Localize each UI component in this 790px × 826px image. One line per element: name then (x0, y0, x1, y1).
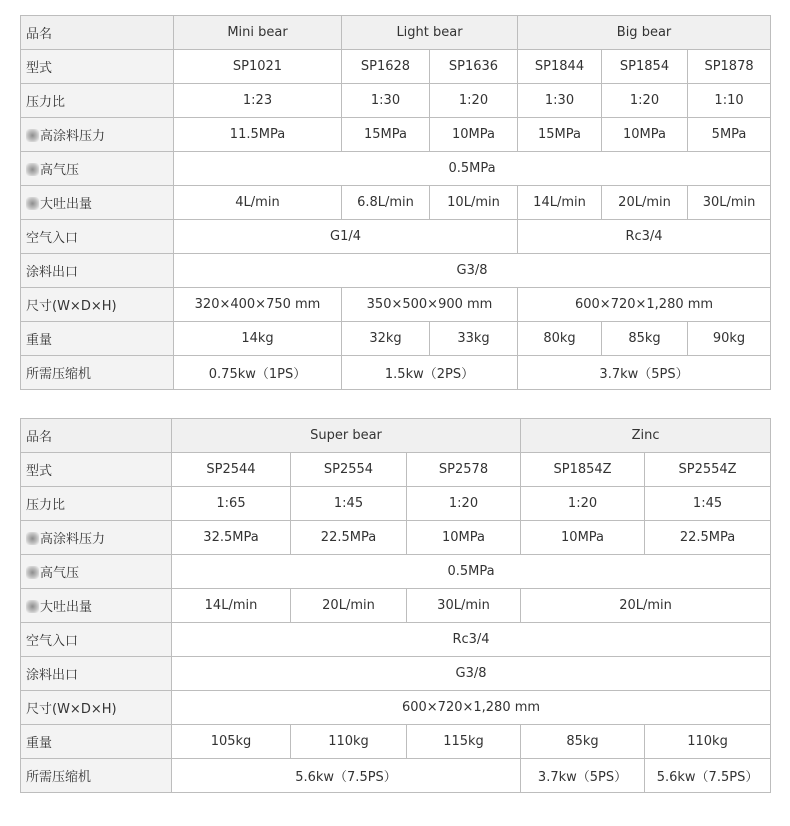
table-row (21, 50, 771, 84)
table-cell: 320×400×750 mm (174, 288, 342, 322)
table-cell: 1:20 (430, 84, 518, 118)
table-cell: SP1854Z (521, 453, 645, 487)
model-group-header: Zinc (521, 419, 771, 453)
table-cell: 350×500×900 mm (342, 288, 518, 322)
table-cell: 22.5MPa (291, 521, 407, 555)
row-label-text: 高气压 (40, 566, 80, 581)
row-label-text: 空气入口 (26, 231, 79, 246)
table-row (21, 419, 771, 453)
table-cell: Rc3/4 (518, 220, 771, 254)
blurred-glyph-icon (26, 129, 39, 142)
table-cell: 0.5MPa (172, 555, 771, 589)
table-cell: SP1844 (518, 50, 602, 84)
spec-table-1 (20, 15, 771, 390)
model-group-header: Big bear (518, 16, 771, 50)
spec-table-2-body (21, 419, 771, 793)
table-cell: G1/4 (174, 220, 518, 254)
table-cell: 14L/min (172, 589, 291, 623)
row-label (21, 487, 172, 521)
table-cell: SP2554 (291, 453, 407, 487)
row-label (21, 118, 174, 152)
row-label (21, 623, 172, 657)
table-cell: 14L/min (518, 186, 602, 220)
row-label-text: 空气入口 (26, 634, 79, 649)
row-label (21, 186, 174, 220)
table-cell: 600×720×1,280 mm (172, 691, 771, 725)
row-label (21, 589, 172, 623)
row-label-text: 尺寸(W×D×H) (26, 702, 117, 717)
table-cell: SP2544 (172, 453, 291, 487)
table-cell: 115kg (407, 725, 521, 759)
blurred-glyph-icon (26, 532, 39, 545)
row-label-text: 型式 (26, 464, 53, 479)
spec-table-2 (20, 418, 771, 793)
row-label-text: 压力比 (26, 95, 66, 110)
table-cell: 10MPa (407, 521, 521, 555)
table-row (21, 254, 771, 288)
table-cell: SP1636 (430, 50, 518, 84)
table-cell: 20L/min (291, 589, 407, 623)
row-label (21, 50, 174, 84)
table-row (21, 555, 771, 589)
table-cell: 1:10 (688, 84, 771, 118)
row-label-text: 压力比 (26, 498, 66, 513)
row-label-text: 高气压 (40, 163, 80, 178)
table-cell: 10MPa (602, 118, 688, 152)
table-row (21, 16, 771, 50)
model-group-header: Super bear (172, 419, 521, 453)
table-cell: G3/8 (174, 254, 771, 288)
row-label (21, 254, 174, 288)
row-label-text: 大吐出量 (40, 600, 93, 615)
table-cell: 3.7kw（5PS） (518, 356, 771, 390)
row-label (21, 419, 172, 453)
row-label-text: 所需压缩机 (26, 770, 92, 785)
table-cell: 32kg (342, 322, 430, 356)
row-label-text: 型式 (26, 61, 53, 76)
table-cell: 5.6kw（7.5PS） (172, 759, 521, 793)
table-cell: SP2578 (407, 453, 521, 487)
table-row (21, 84, 771, 118)
table-cell: 10MPa (521, 521, 645, 555)
blurred-glyph-icon (26, 163, 39, 176)
table-cell: 85kg (521, 725, 645, 759)
table-cell: Rc3/4 (172, 623, 771, 657)
table-cell: 110kg (291, 725, 407, 759)
row-label-text: 所需压缩机 (26, 367, 92, 382)
table-cell: 1:20 (407, 487, 521, 521)
row-label (21, 453, 172, 487)
table-cell: 32.5MPa (172, 521, 291, 555)
table-cell: G3/8 (172, 657, 771, 691)
table-row (21, 521, 771, 555)
table-cell: 14kg (174, 322, 342, 356)
table-row (21, 657, 771, 691)
table-cell: 1:20 (602, 84, 688, 118)
table-cell: 1:20 (521, 487, 645, 521)
table-cell: 3.7kw（5PS） (521, 759, 645, 793)
row-label (21, 220, 174, 254)
table-row (21, 453, 771, 487)
table-cell: 22.5MPa (645, 521, 771, 555)
table-row (21, 487, 771, 521)
model-group-header: Mini bear (174, 16, 342, 50)
row-label (21, 691, 172, 725)
row-label-text: 品名 (26, 430, 53, 445)
blurred-glyph-icon (26, 566, 39, 579)
table-row (21, 623, 771, 657)
spec-table-1-body (21, 16, 771, 390)
table-cell: SP1021 (174, 50, 342, 84)
row-label-text: 涂料出口 (26, 265, 79, 280)
table-cell: 80kg (518, 322, 602, 356)
table-row (21, 725, 771, 759)
table-cell: 20L/min (521, 589, 771, 623)
table-cell: 1:65 (172, 487, 291, 521)
table-cell: 1:45 (291, 487, 407, 521)
row-label (21, 356, 174, 390)
table-cell: 4L/min (174, 186, 342, 220)
row-label (21, 16, 174, 50)
row-label-text: 品名 (26, 27, 53, 42)
table-cell: 10L/min (430, 186, 518, 220)
table-row (21, 152, 771, 186)
table-row (21, 589, 771, 623)
table-cell: 15MPa (518, 118, 602, 152)
row-label-text: 涂料出口 (26, 668, 79, 683)
table-cell: 0.75kw（1PS） (174, 356, 342, 390)
table-cell: 1:45 (645, 487, 771, 521)
table-cell: 1.5kw（2PS） (342, 356, 518, 390)
table-row (21, 691, 771, 725)
table-cell: 1:30 (518, 84, 602, 118)
table-cell: 5.6kw（7.5PS） (645, 759, 771, 793)
row-label-text: 高涂料压力 (40, 532, 106, 547)
row-label-text: 大吐出量 (40, 197, 93, 212)
row-label (21, 84, 174, 118)
table-cell: 30L/min (407, 589, 521, 623)
table-cell: 1:23 (174, 84, 342, 118)
row-label (21, 521, 172, 555)
table-cell: 85kg (602, 322, 688, 356)
table-cell: 15MPa (342, 118, 430, 152)
table-cell: 11.5MPa (174, 118, 342, 152)
table-cell: SP1878 (688, 50, 771, 84)
row-label-text: 尺寸(W×D×H) (26, 299, 117, 314)
table-cell: 90kg (688, 322, 771, 356)
row-label (21, 759, 172, 793)
table-cell: 110kg (645, 725, 771, 759)
table-cell: 33kg (430, 322, 518, 356)
table-cell: 1:30 (342, 84, 430, 118)
table-cell: SP2554Z (645, 453, 771, 487)
table-row (21, 356, 771, 390)
table-cell: 20L/min (602, 186, 688, 220)
blurred-glyph-icon (26, 197, 39, 210)
table-cell: 10MPa (430, 118, 518, 152)
row-label-text: 重量 (26, 736, 53, 751)
table-cell: 5MPa (688, 118, 771, 152)
table-cell: SP1854 (602, 50, 688, 84)
table-row (21, 220, 771, 254)
row-label (21, 288, 174, 322)
table-cell: SP1628 (342, 50, 430, 84)
row-label (21, 555, 172, 589)
table-cell: 600×720×1,280 mm (518, 288, 771, 322)
model-group-header: Light bear (342, 16, 518, 50)
table-cell: 105kg (172, 725, 291, 759)
row-label-text: 重量 (26, 333, 53, 348)
row-label (21, 725, 172, 759)
table-row (21, 186, 771, 220)
table-row (21, 118, 771, 152)
blurred-glyph-icon (26, 600, 39, 613)
table-row (21, 288, 771, 322)
row-label (21, 657, 172, 691)
table-row (21, 322, 771, 356)
row-label-text: 高涂料压力 (40, 129, 106, 144)
table-cell: 6.8L/min (342, 186, 430, 220)
row-label (21, 322, 174, 356)
table-cell: 30L/min (688, 186, 771, 220)
table-cell: 0.5MPa (174, 152, 771, 186)
table-row (21, 759, 771, 793)
row-label (21, 152, 174, 186)
